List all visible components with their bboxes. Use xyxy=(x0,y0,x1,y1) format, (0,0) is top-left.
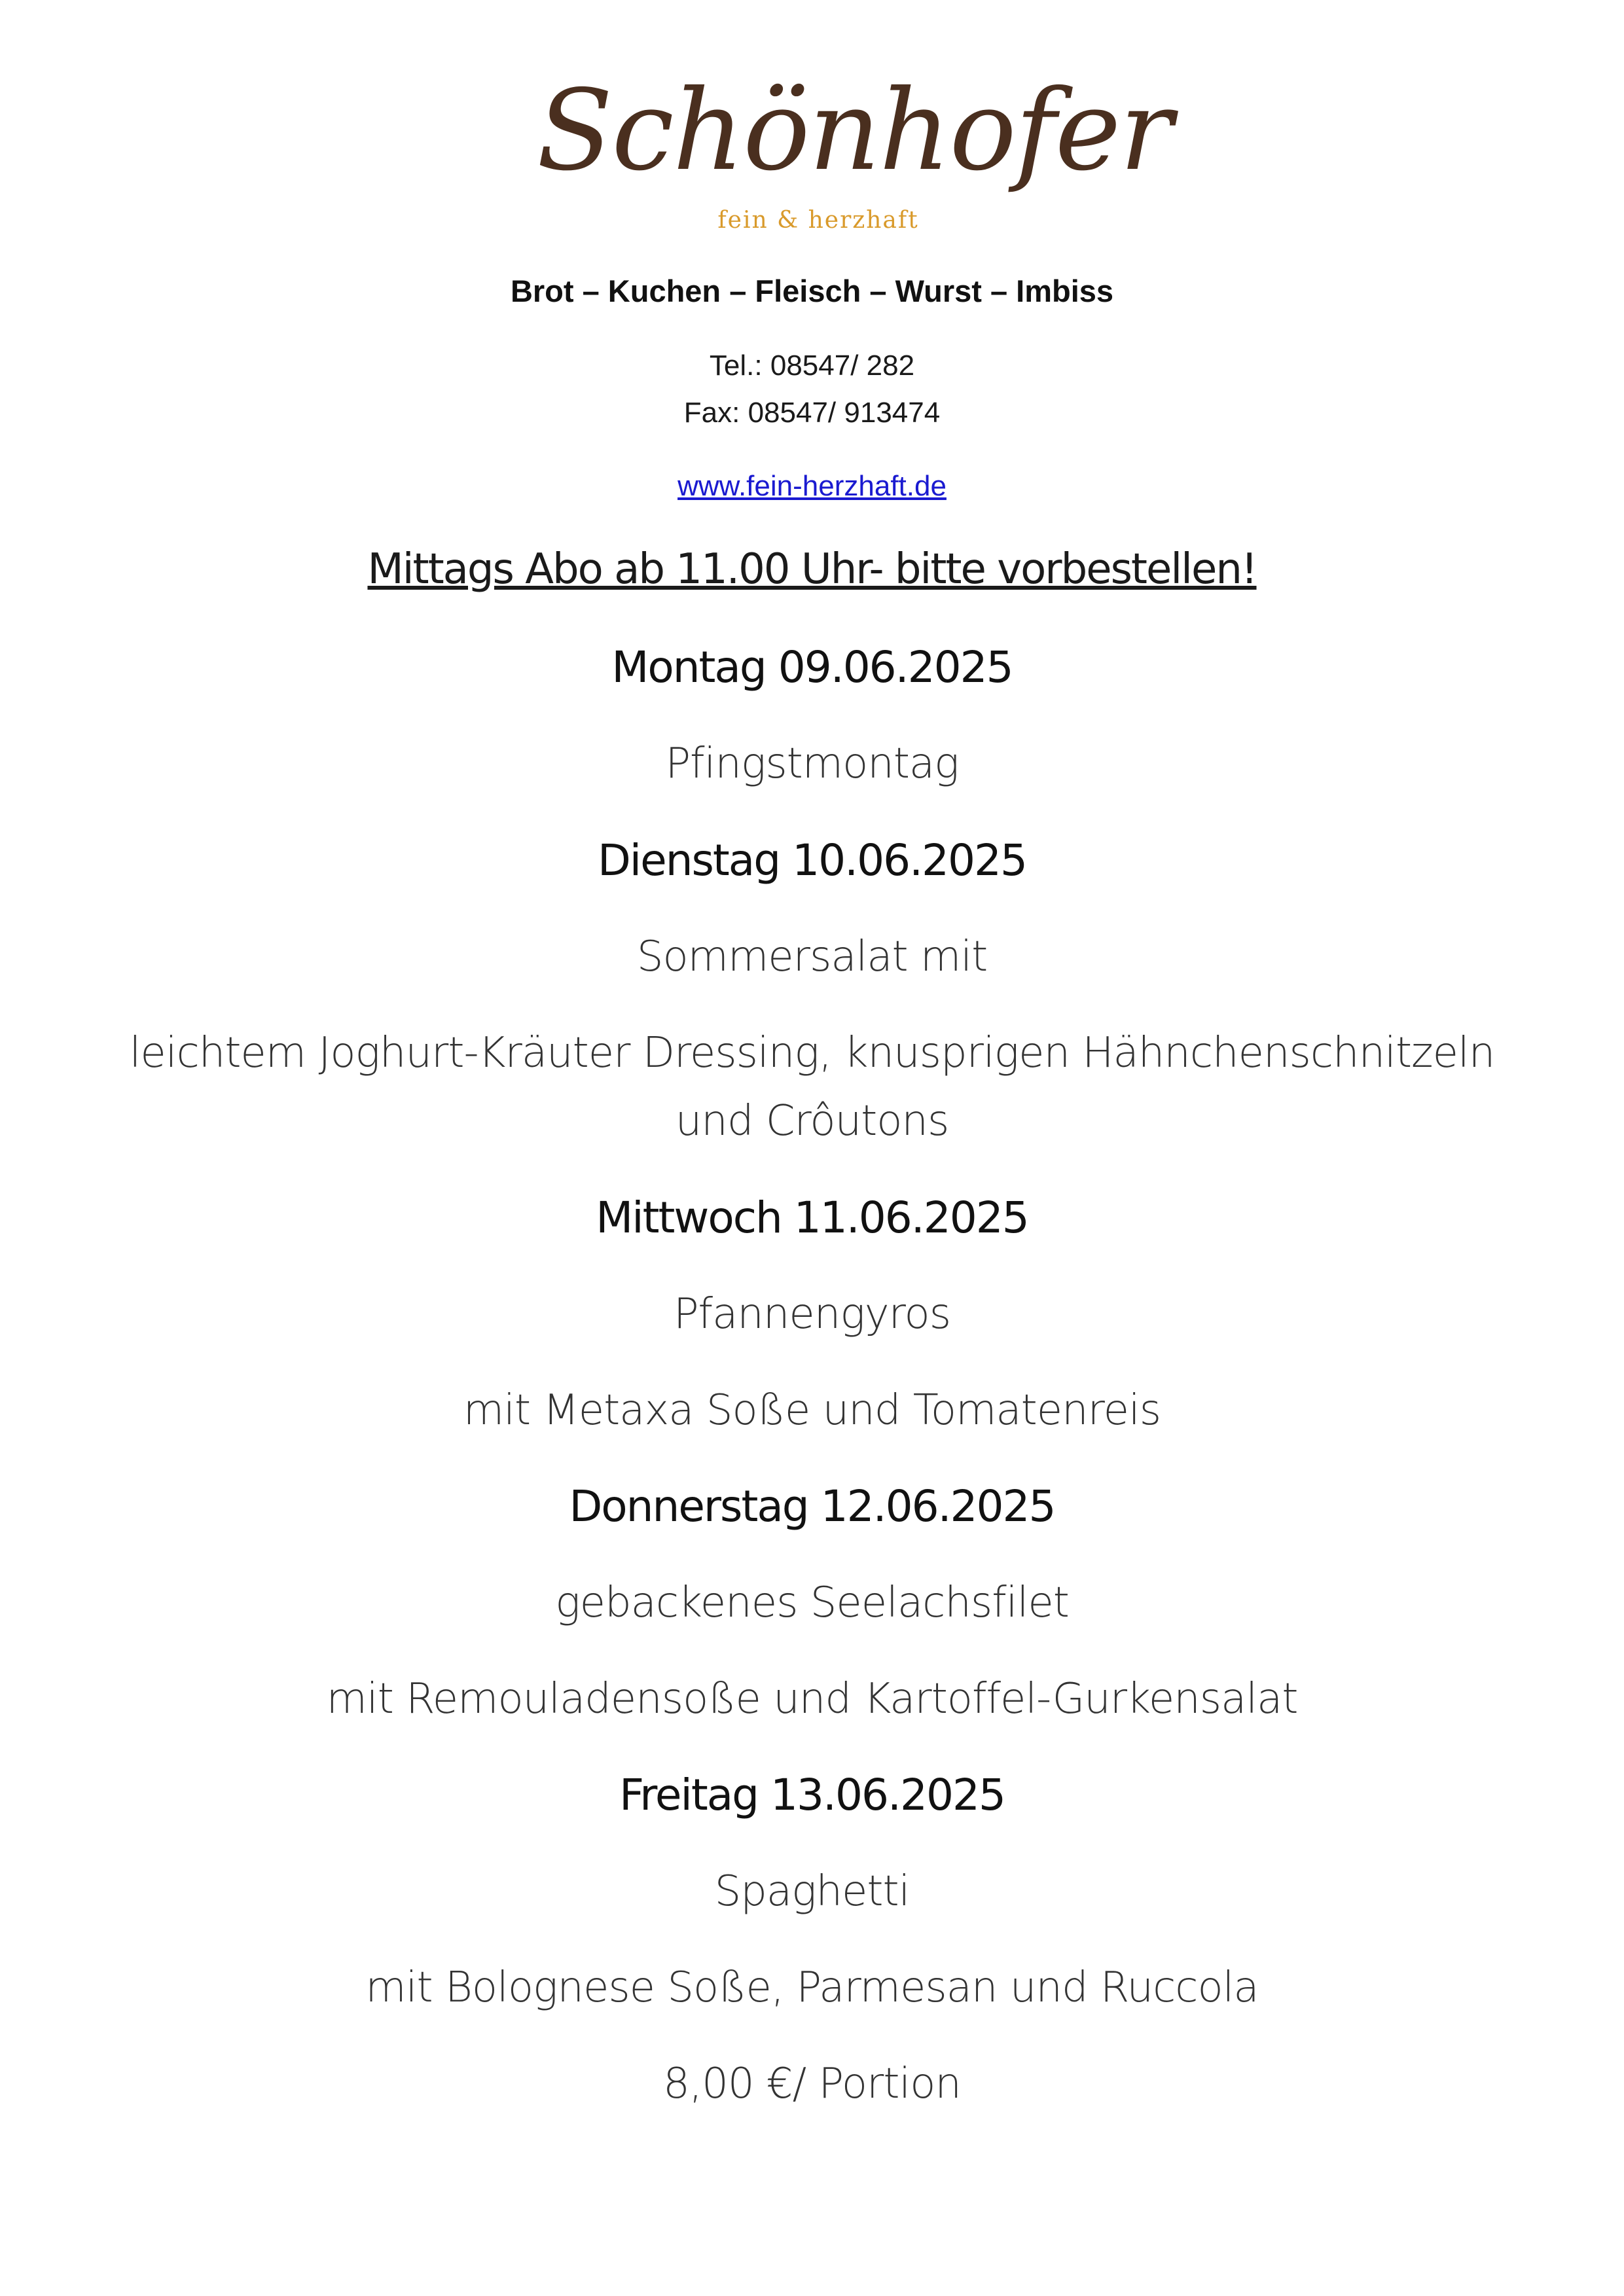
dish-line: leichtem Joghurt-Kräuter Dressing, knusprigen Hähnchenschnitzeln xyxy=(129,1029,1495,1077)
order-notice: Mittags Abo ab 11.00 Uhr- bitte vorbestellen! xyxy=(367,545,1257,594)
dish-line: Spaghetti xyxy=(714,1867,910,1916)
dish-line: gebackenes Seelachsfilet xyxy=(555,1579,1069,1627)
website-link[interactable]: www.fein-herzhaft.de xyxy=(677,470,947,502)
dish-line: mit Remouladensoße und Kartoffel-Gurkensalat xyxy=(326,1675,1298,1723)
dish-line: mit Metaxa Soße und Tomatenreis xyxy=(463,1386,1161,1435)
dish-line: Pfannengyros xyxy=(673,1290,951,1338)
day-title-monday: Montag 09.06.2025 xyxy=(611,642,1013,692)
logo-wordmark: Schönhofer xyxy=(537,66,1172,196)
price: 8,00 €/ Portion xyxy=(663,2060,961,2108)
phone-number: Tel.: 08547/ 282 xyxy=(709,350,915,382)
day-title-wednesday: Mittwoch 11.06.2025 xyxy=(596,1193,1028,1243)
product-tagline: Brot – Kuchen – Fleisch – Wurst – Imbiss xyxy=(510,274,1114,308)
dish-line: Sommersalat mit xyxy=(636,933,988,981)
logo xyxy=(537,52,1172,249)
dish-line: mit Bolognese Soße, Parmesan und Ruccola xyxy=(365,1964,1259,2012)
website xyxy=(0,465,1624,508)
fax-number: Fax: 08547/ 913474 xyxy=(683,397,941,429)
dish-line: Pfingstmontag xyxy=(665,740,959,788)
dish-line: und Crôutons xyxy=(675,1097,949,1145)
day-title-friday: Freitag 13.06.2025 xyxy=(619,1770,1005,1820)
day-title-tuesday: Dienstag 10.06.2025 xyxy=(597,835,1027,886)
logo-tagline: fein & herzhaft xyxy=(717,207,919,234)
day-title-thursday: Donnerstag 12.06.2025 xyxy=(569,1481,1055,1532)
